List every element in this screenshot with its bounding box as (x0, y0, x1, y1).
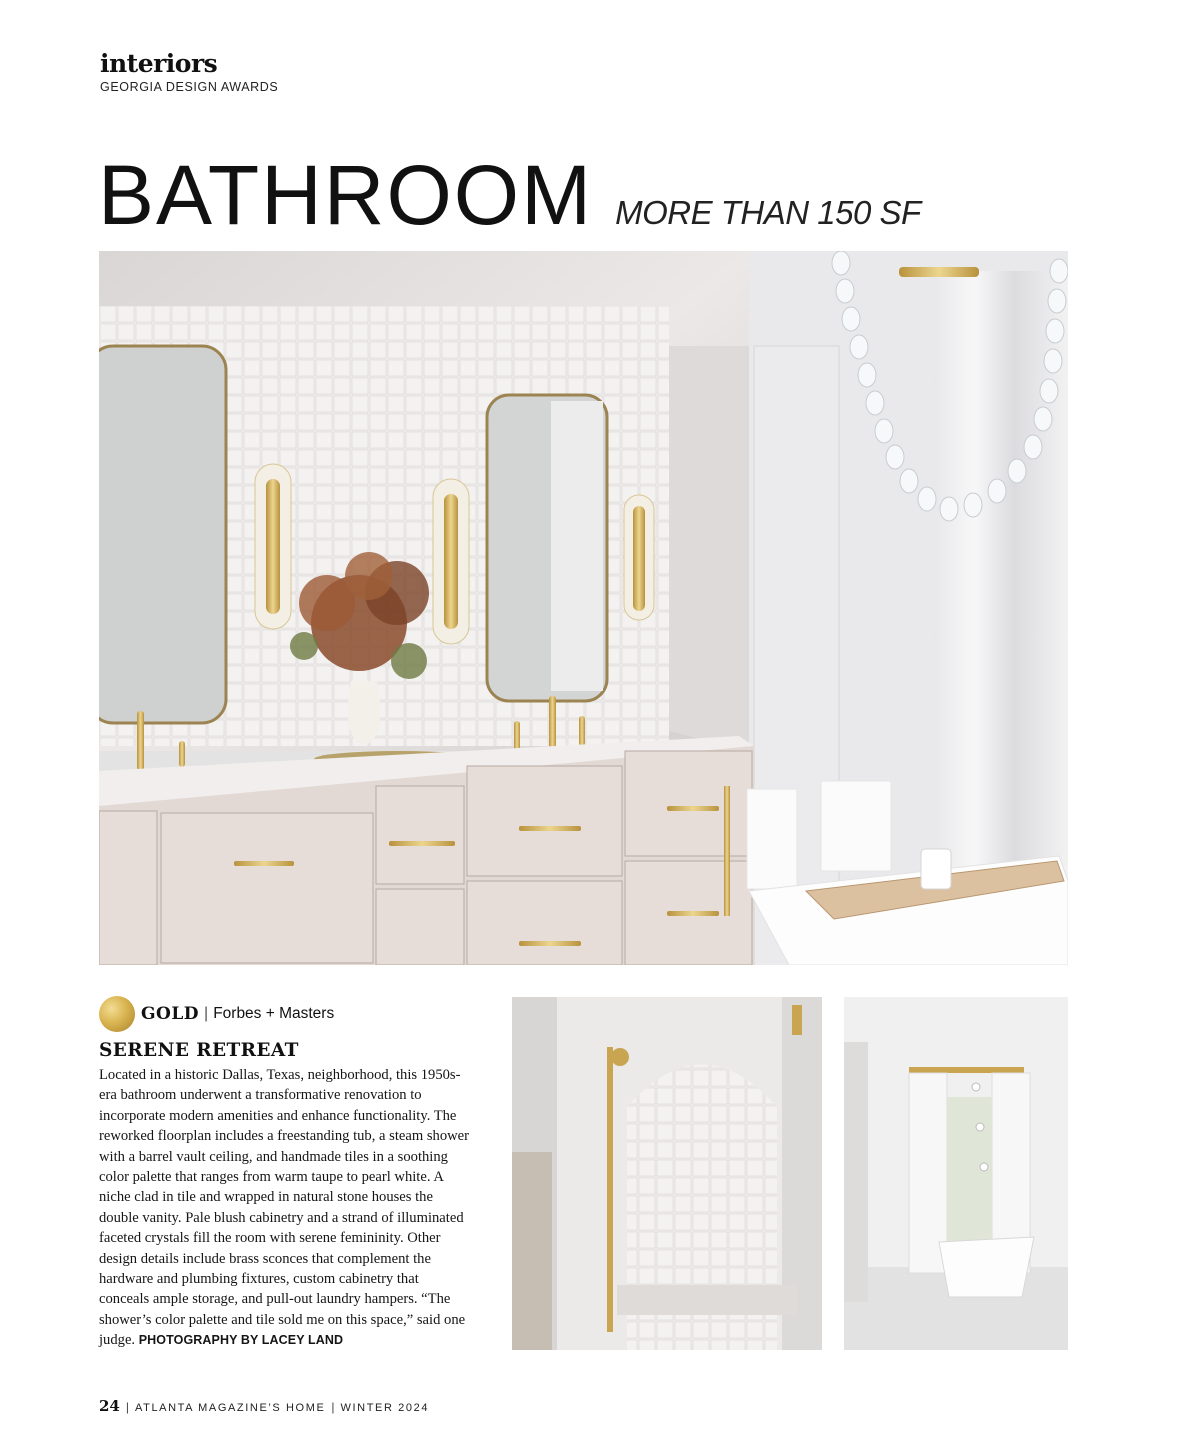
shower-pipe (607, 1047, 613, 1332)
category-title: BATHROOM (98, 148, 594, 242)
folio-separator: | (125, 1400, 129, 1414)
cup (921, 849, 951, 889)
showerhead (611, 1048, 629, 1066)
left-mirror (99, 346, 226, 723)
publication-name: ATLANTA MAGAZINE’S HOME (135, 1402, 326, 1414)
vanity-illustration (99, 251, 1068, 965)
shower-photo (512, 997, 822, 1350)
issue-name: WINTER 2024 (340, 1402, 430, 1414)
towel-stand (724, 786, 730, 916)
tub-photo (844, 997, 1068, 1350)
door-hinge (792, 1005, 802, 1035)
tub-curtain-rod (909, 1067, 1024, 1073)
category-subtitle: MORE THAN 150 SF (615, 194, 921, 231)
tub-room-tub (939, 1237, 1034, 1297)
towel-left (747, 789, 797, 889)
section-title: interiors (100, 49, 218, 78)
folio-separator-2: | (331, 1400, 335, 1414)
award-separator: | (204, 1005, 209, 1022)
shower-bench (617, 1285, 797, 1315)
headline (98, 150, 921, 240)
curtain-rod (899, 267, 979, 277)
award-firm: Forbes + Masters (213, 1005, 335, 1022)
project-body: Located in a historic Dallas, Texas, neighborhood, this 1950s-era bathroom underwent a transformative renovation to incorporate modern amenities and enhance functionality. The reworked floorplan includes a freestanding tub, a steam shower with a barrel vault ceiling, and handmade tiles in a soothing color palette that ranges from warm taupe to pearl white. A niche clad in tile and wrapped in natural stone houses the double vanity. Pale blush cabinetry and a strand of illuminated faceted crystals fill the room with serene femininity. Other design details include brass sconces that complement the hardware and plumbing fixtures, custom cabinetry that conceals ample storage, and pull-out laundry hampers. “The shower’s color palette and tile sold me on this space,” said one judge. (99, 1067, 469, 1349)
main-bathroom-photo (99, 251, 1068, 965)
project-description (99, 1065, 471, 1351)
photo-credit: PHOTOGRAPHY BY LACEY LAND (138, 1333, 344, 1348)
tub-illustration (844, 997, 1068, 1350)
folio (99, 1397, 429, 1415)
award-level: GOLD (141, 1004, 200, 1024)
section-subtitle: GEORGIA DESIGN AWARDS (100, 80, 279, 94)
tub-room-crystals (972, 1083, 980, 1091)
shower-illustration (512, 997, 822, 1350)
gold-medal-icon (99, 996, 135, 1032)
award-line (99, 996, 334, 1032)
tub-room-cabinet (844, 1042, 868, 1302)
project-title: SERENE RETREAT (99, 1040, 299, 1061)
niche-side (669, 346, 749, 751)
towel-right (821, 781, 891, 871)
shower-towel (512, 1152, 552, 1350)
section-label (100, 50, 278, 94)
mirror-curtain-reflection (551, 401, 603, 691)
page-number: 24 (99, 1397, 120, 1415)
